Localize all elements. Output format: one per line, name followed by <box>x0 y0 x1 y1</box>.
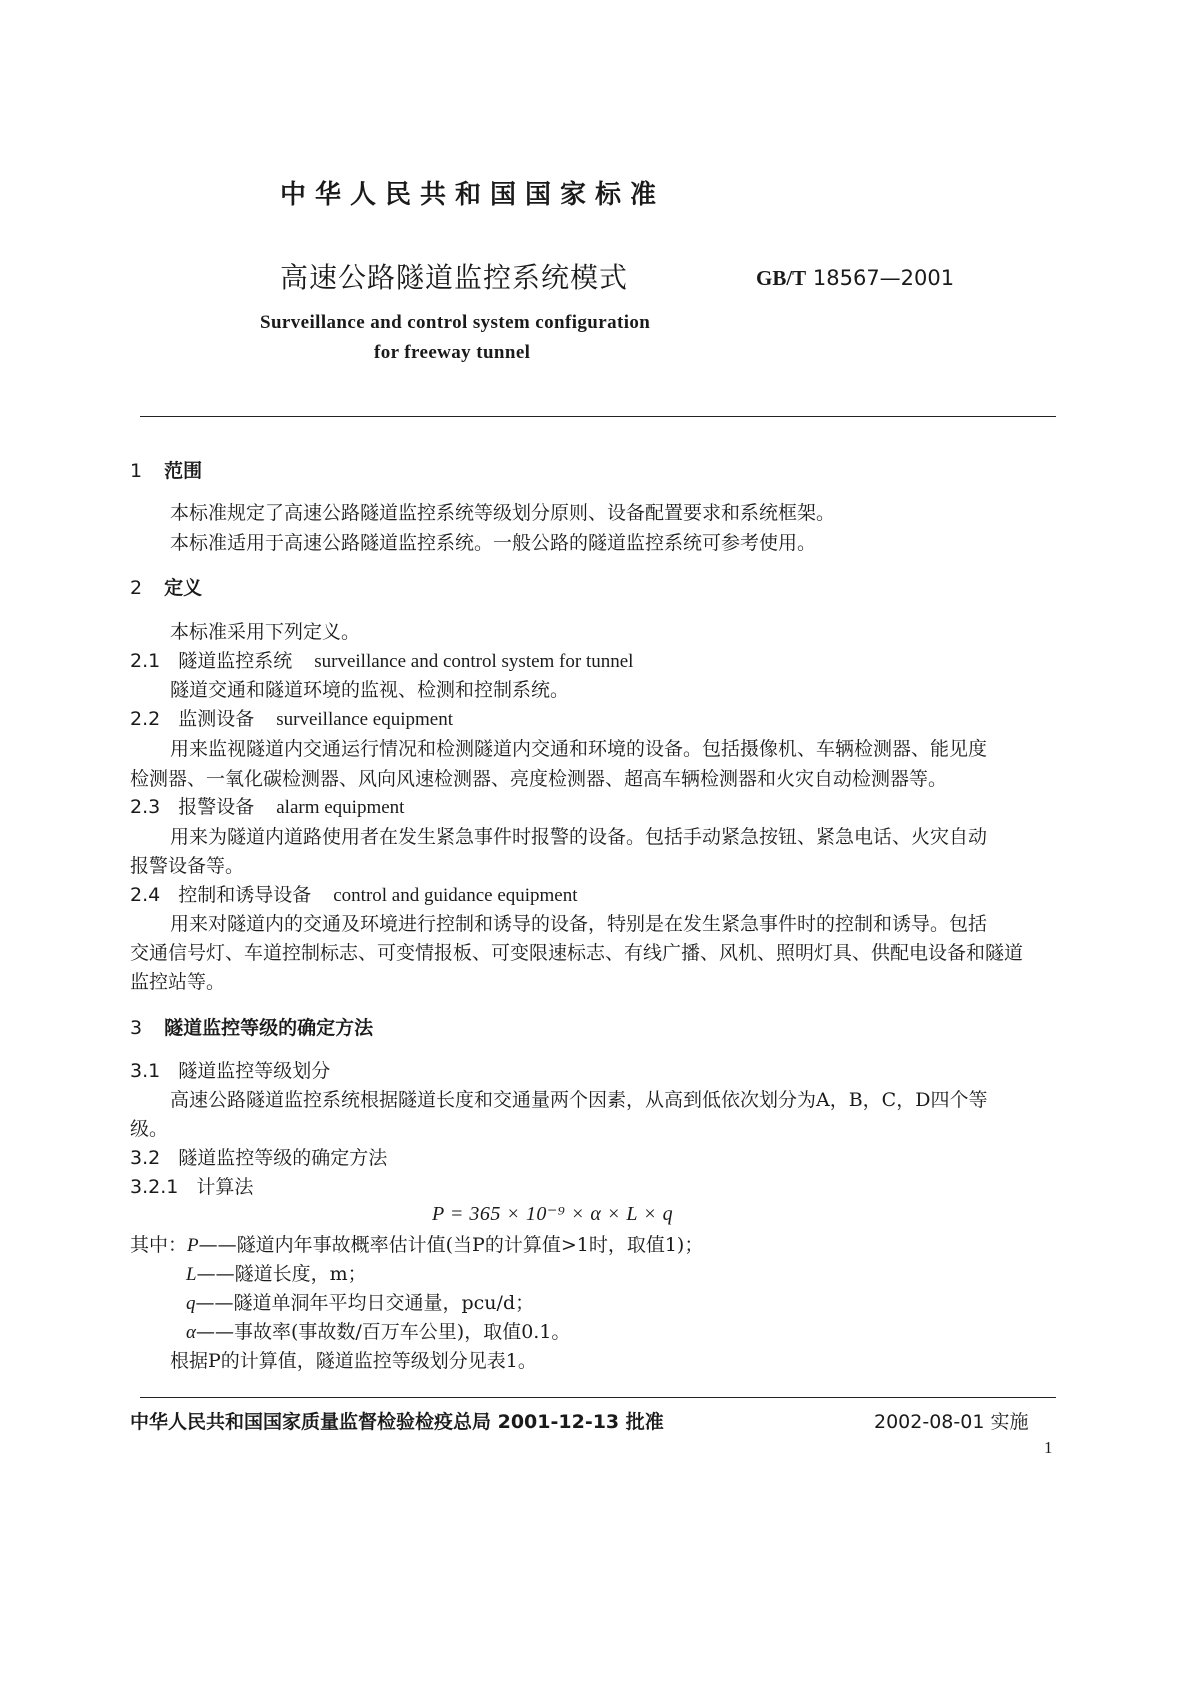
section-title: 范围 <box>164 460 203 482</box>
clause-number: 3.1 <box>130 1060 161 1082</box>
clause-number: 3.2 <box>130 1147 161 1169</box>
variable-symbol: P <box>187 1235 199 1256</box>
clause-number: 2.1 <box>130 650 161 672</box>
variable-description: ——隧道内年事故概率估计值(当P的计算值>1时，取值1)； <box>198 1234 704 1256</box>
variable-description: ——隧道单洞年平均日交通量，pcu/d； <box>195 1292 535 1314</box>
clause-number: 3.2.1 <box>130 1176 179 1198</box>
document-title-en-line2: for freeway tunnel <box>374 342 531 363</box>
variable-row-L <box>186 1259 367 1286</box>
clause-number: 2.3 <box>130 796 161 818</box>
term-en: surveillance equipment <box>276 709 453 730</box>
effective-date: 2002-08-01 实施 <box>874 1411 1029 1433</box>
section-number: 3 <box>130 1017 143 1039</box>
variable-row-q <box>186 1288 534 1315</box>
national-standard-heading: 中华人民共和国国家标准 <box>280 180 666 210</box>
footer-divider <box>140 1397 1056 1398</box>
formula: P = 365 × 10⁻⁹ × α × L × q <box>432 1203 674 1225</box>
term-cn: 控制和诱导设备 <box>178 884 312 906</box>
clause-number: 2.4 <box>130 884 161 906</box>
section-number: 2 <box>130 577 143 599</box>
variable-symbol: q <box>186 1293 196 1314</box>
variable-row-P <box>130 1230 703 1257</box>
clause-title: 计算法 <box>196 1176 254 1198</box>
clause-number: 2.2 <box>130 708 161 730</box>
clause-3-2-1-heading <box>130 1172 253 1199</box>
approval-line: 中华人民共和国国家质量监督检验检疫总局 2001-12-13 批准 <box>130 1411 664 1433</box>
definition-2-2-heading <box>130 704 453 731</box>
paragraph: 本标准规定了高速公路隧道监控系统等级划分原则、设备配置要求和系统框架。 <box>170 502 836 524</box>
document-title-cn: 高速公路隧道监控系统模式 <box>280 261 629 294</box>
term-cn: 监测设备 <box>178 708 255 730</box>
paragraph: 用来为隧道内道路使用者在发生紧急事件时报警的设备。包括手动紧急按钮、紧急电话、火灾自动 <box>170 826 988 848</box>
paragraph: 根据P的计算值，隧道监控等级划分见表1。 <box>170 1350 537 1372</box>
paragraph: 隧道交通和隧道环境的监视、检测和控制系统。 <box>170 679 570 701</box>
variable-symbol: L <box>186 1264 197 1285</box>
header-divider <box>140 416 1056 417</box>
variable-description: ——隧道长度，m； <box>196 1263 367 1285</box>
section-number: 1 <box>130 460 143 482</box>
variable-description: ——事故率(事故数/百万车公里)，取值0.1。 <box>195 1321 571 1343</box>
section-title: 隧道监控等级的确定方法 <box>164 1017 374 1039</box>
clause-title: 隧道监控等级的确定方法 <box>178 1147 388 1169</box>
definition-2-1-heading <box>130 646 633 673</box>
term-cn: 隧道监控系统 <box>178 650 293 672</box>
term-en: surveillance and control system for tunnel <box>314 651 634 672</box>
section-2-heading <box>130 573 202 600</box>
paragraph: 高速公路隧道监控系统根据隧道长度和交通量两个因素，从高到低依次划分为A，B，C，D四个等 <box>170 1089 988 1111</box>
section-3-heading <box>130 1013 373 1040</box>
section-1-heading <box>130 456 202 483</box>
standard-code-number: 18567—2001 <box>812 266 955 290</box>
variable-symbol: α <box>186 1322 196 1343</box>
paragraph: 检测器、一氧化碳检测器、风向风速检测器、亮度检测器、超高车辆检测器和火灾自动检测器等。 <box>130 768 948 790</box>
variable-row-alpha <box>186 1317 570 1344</box>
standard-code-prefix: GB/T <box>756 266 807 290</box>
term-en: alarm equipment <box>276 797 405 818</box>
document-title-en-line1: Surveillance and control system configuration <box>260 312 651 333</box>
paragraph: 交通信号灯、车道控制标志、可变情报板、可变限速标志、有线广播、风机、照明灯具、供配电设备和隧道 <box>130 942 1024 964</box>
clause-title: 隧道监控等级划分 <box>178 1060 331 1082</box>
term-cn: 报警设备 <box>178 796 255 818</box>
clause-3-2-heading <box>130 1143 387 1170</box>
term-en: control and guidance equipment <box>333 885 578 906</box>
paragraph: 本标准适用于高速公路隧道监控系统。一般公路的隧道监控系统可参考使用。 <box>170 532 817 554</box>
where-label: 其中： <box>130 1234 188 1256</box>
paragraph: 级。 <box>130 1118 169 1140</box>
standard-code <box>756 266 954 291</box>
paragraph: 用来对隧道内的交通及环境进行控制和诱导的设备，特别是在发生紧急事件时的控制和诱导。包括 <box>170 913 988 935</box>
paragraph: 本标准采用下列定义。 <box>170 621 361 643</box>
paragraph: 报警设备等。 <box>130 855 245 877</box>
page-number: 1 <box>1044 1438 1053 1457</box>
clause-3-1-heading <box>130 1056 330 1083</box>
definition-2-4-heading <box>130 880 578 907</box>
section-title: 定义 <box>164 577 203 599</box>
definition-2-3-heading <box>130 792 404 819</box>
paragraph: 用来监视隧道内交通运行情况和检测隧道内交通和环境的设备。包括摄像机、车辆检测器、能见度 <box>170 738 988 760</box>
paragraph: 监控站等。 <box>130 971 226 993</box>
